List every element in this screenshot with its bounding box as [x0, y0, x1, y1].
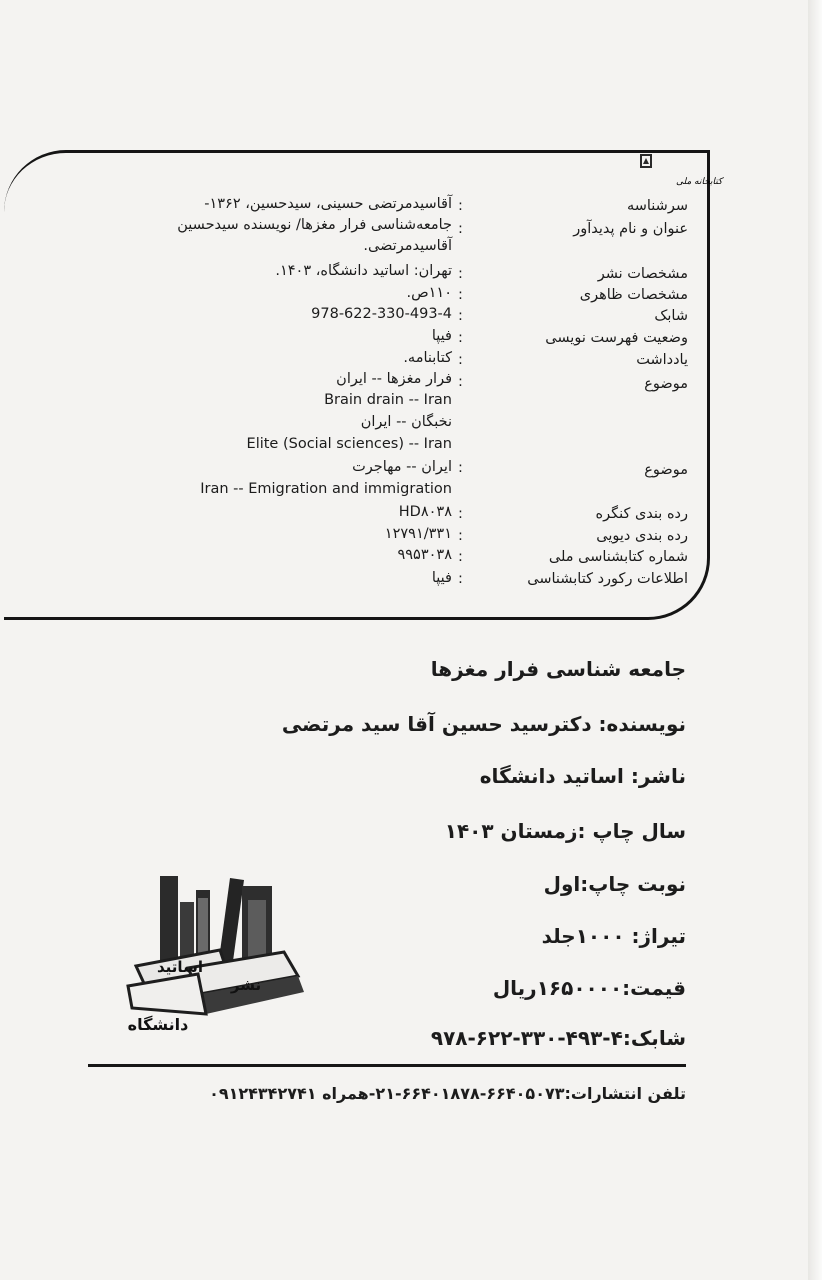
cip-value-subject-2: Brain drain -- Iran — [324, 392, 452, 408]
price-line: قیمت:۱۶۵۰۰۰۰ریال — [492, 976, 686, 1000]
print-year-line: سال چاپ :زمستان ۱۴۰۳ — [444, 819, 686, 843]
cip-colon: : — [458, 330, 463, 346]
cip-label-title: عنوان و نام پدیدآور — [573, 221, 688, 237]
cip-label-subject: موضوع — [644, 376, 688, 392]
print-run-line: تیراژ: ۱۰۰۰جلد — [541, 924, 686, 948]
cip-label-publication: مشخصات نشر — [597, 266, 688, 282]
cip-value-physical: ۱۱۰ص. — [406, 285, 452, 301]
cip-value-heading: آقاسیدمرتضی حسینی، سیدحسین، ۱۳۶۲- — [204, 196, 452, 212]
cip-colon: : — [458, 506, 463, 522]
cip-colon: : — [458, 308, 463, 324]
cip-value-lc: HD۸۰۳۸ — [398, 504, 452, 520]
page-edge — [808, 0, 822, 1280]
cip-label-note: یادداشت — [636, 352, 688, 368]
cip-value-subject-4: Elite (Social sciences) -- Iran — [246, 436, 452, 452]
cip-label-heading: سرشناسه — [626, 198, 688, 214]
book-title: جامعه شناسی فرار مغزها — [430, 657, 686, 681]
cip-value-subject2-1: ایران -- مهاجرت — [352, 459, 452, 475]
cip-value-national-number: ۹۹۵۳۰۳۸ — [397, 547, 452, 563]
cip-value-publication: تهران: اساتید دانشگاه، ۱۴۰۳. — [275, 263, 452, 279]
divider-rule — [88, 1064, 686, 1067]
cip-colon: : — [458, 266, 463, 282]
cip-value-dewey: ۱۲۷۹۱/۳۳۱ — [384, 526, 452, 542]
logo-word-1: اساتید — [157, 958, 203, 976]
cip-colon: : — [458, 198, 463, 214]
isbn-line: شابک:۴-۴۹۳-۳۳۰-۶۲۲-۹۷۸ — [430, 1026, 686, 1050]
cip-colon: : — [458, 460, 463, 476]
logo-word-2: نشر — [230, 976, 262, 994]
cip-value-title: جامعه‌شناسی فرار مغزها/ نویسنده سیدحسین — [177, 217, 452, 233]
cip-colon: : — [458, 528, 463, 544]
cip-label-status: وضعیت فهرست نویسی — [545, 330, 688, 346]
publisher-phone-line: تلفن انتشارات:۶۶۴۰۵۰۷۳-۶۶۴۰۱۸۷۸-۲۱-همراه ۰۹۱۲۴۳۴۲۷۴۱ — [209, 1084, 686, 1103]
cip-value-subject-1: فرار مغزها -- ایران — [336, 371, 452, 387]
cip-colon: : — [458, 571, 463, 587]
publisher-line: ناشر: اساتید دانشگاه — [479, 764, 686, 788]
cip-value-status: فیپا — [431, 328, 452, 344]
cip-colon: : — [458, 374, 463, 390]
edition-line: نوبت چاپ:اول — [543, 872, 686, 896]
cip-value-title-cont: آقاسیدمرتضی. — [363, 238, 452, 254]
logo-word-3: دانشگاه — [127, 1015, 189, 1034]
cip-value-isbn: 978-622-330-493-4 — [311, 306, 452, 322]
cip-label-subject-2: موضوع — [644, 462, 688, 478]
national-library-logo-icon — [628, 152, 723, 190]
cip-label-national-number: شماره کتابشناسی ملی — [548, 549, 688, 565]
logo-text: کتابخانه ملی — [676, 177, 723, 187]
cip-colon: : — [458, 221, 463, 237]
author-line: نویسنده: دکترسید حسین آقا سید مرتضی — [281, 712, 686, 736]
cip-label-lc: رده بندی کنگره — [595, 506, 688, 522]
cip-label-isbn: شابک — [654, 308, 688, 324]
cip-colon: : — [458, 352, 463, 368]
cip-value-subject-3: نخبگان -- ایران — [360, 414, 452, 430]
cip-colon: : — [458, 549, 463, 565]
cip-value-subject2-2: Iran -- Emigration and immigration — [200, 481, 452, 497]
cip-label-physical: مشخصات ظاهری — [579, 287, 688, 303]
publisher-logo-icon — [118, 868, 314, 1040]
cip-value-record-info: فیپا — [431, 570, 452, 586]
cip-value-note: کتابنامه. — [403, 350, 452, 366]
cip-label-record-info: اطلاعات رکورد کتابشناسی — [527, 571, 688, 587]
cip-colon: : — [458, 287, 463, 303]
cip-label-dewey: رده بندی دیویی — [596, 528, 688, 544]
